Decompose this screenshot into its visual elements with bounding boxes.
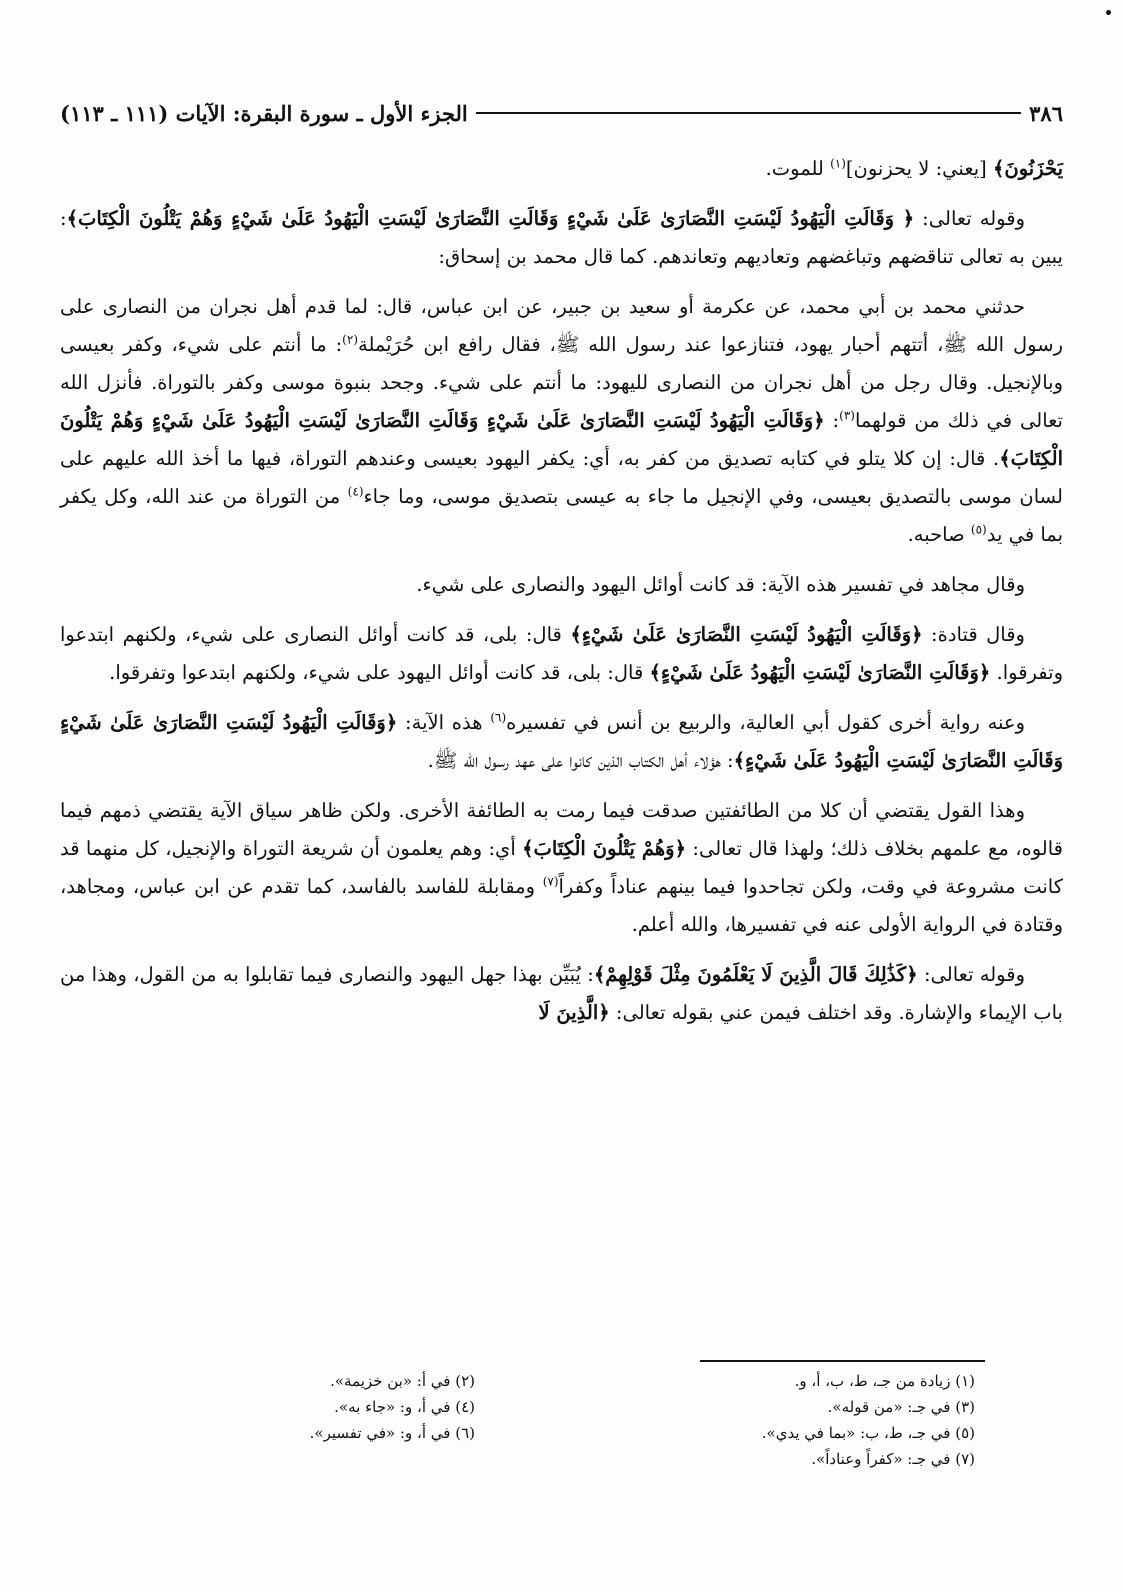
footnotes-right-column (675, 1368, 975, 1472)
paragraph-4 (60, 566, 1063, 604)
paragraph-1 (60, 150, 1063, 188)
text-run: : ما أنتم على شيء، وكفر بعيسى وبالإنجيل. وقال رجل من أهل نجران من النصارى لليهود: ما أنتم على شيء. وجحد بنبوة موسى وكفر بالتوراة. فأنزل الله تعالى في ذلك من قولهما (60, 333, 1063, 432)
footnote-ref: (٣) (839, 408, 855, 423)
paragraph-7 (60, 792, 1063, 944)
text-run: وعنه رواية أخرى كقول أبي العالية، والربيع بن أنس في تفسيره (506, 711, 1025, 734)
running-header (60, 95, 1063, 131)
header-rule (476, 112, 1021, 114)
text-run: [يعني: لا يحزنون] (845, 157, 993, 180)
text-run: قال: بلى، قد كانت أوائل النصارى على شيء، ولكنهم ابتدعوا وتفرقوا. (60, 623, 1063, 684)
footnote: (٣) في جـ: «من قوله». (827, 1398, 975, 1416)
text-run: حدثني محمد بن أبي محمد، عن عكرمة أو سعيد بن جبير، عن ابن عباس، قال: لما قدم أهل نجران من النصارى على رسول الله ﷺ، أتتهم أحبار يهود، فتنازعوا عند رسول الله ﷺ، فقال رافع ابن حُرَيْملة (60, 295, 1063, 356)
text-run: : هؤلاء أهل الكتاب الذين كانوا على عهد رسول الله ﷺ. (427, 749, 734, 772)
paragraph-5 (60, 616, 1063, 692)
quran-text: ﴿وَقَالَتِ الْيَهُودُ لَيْسَتِ النَّصَارَىٰ عَلَىٰ شَيْءٍ وَقَالَتِ النَّصَارَىٰ لَيْسَتِ الْيَهُودُ عَلَىٰ شَيْءٍ وَهُمْ يَتْلُونَ الْكِتَابَ﴾ (60, 409, 1063, 470)
footnote-ref: (٤) (347, 484, 364, 499)
text-run: : يبين به تعالى تناقضهم وتباغضهم وتعاديهم وتعاندهم. كما قال محمد بن إسحاق: (60, 207, 1063, 268)
footnotes-left-column (175, 1368, 475, 1446)
quran-text: ﴿كَذَٰلِكَ قَالَ الَّذِينَ لَا يَعْلَمُونَ مِثْلَ قَوْلِهِمْ﴾ (593, 963, 918, 986)
text-run: هذه الآية: (397, 711, 491, 734)
footnote: (٢) في أ: «بن خزيمة». (330, 1372, 475, 1390)
text-run: وقال مجاهد في تفسير هذه الآية: قد كانت أوائل اليهود والنصارى على شيء. (416, 573, 1025, 596)
text-run: ومقابلة للفاسد بالفاسد، كما تقدم عن ابن عباس، ومجاهد، وقتادة في الرواية الأولى عنه في تفسيرها، والله أعلم. (60, 875, 1063, 936)
quran-text: ﴿وَهُمْ يَتْلُونَ الْكِتَابَ﴾ (522, 837, 687, 860)
footnote: (٦) في أ، و: «في تفسير». (309, 1424, 475, 1442)
footnote-separator (700, 1360, 985, 1362)
text-run: وقوله تعالى: (917, 963, 1025, 986)
text-run: صاحبه. (907, 523, 971, 546)
paragraph-6 (60, 704, 1063, 780)
quran-text: ﴿وَقَالَتِ الْيَهُودُ لَيْسَتِ النَّصَارَىٰ عَلَىٰ شَيْءٍ وَقَالَتِ النَّصَارَىٰ لَيْسَتِ الْيَهُودُ عَلَىٰ شَيْءٍ﴾ (60, 711, 1063, 772)
text-run: وقال قتادة: (922, 623, 1025, 646)
text-run: وهذا القول يقتضي أن كلا من الطائفتين صدقت فيما رمت به الطائفة الأخرى. ولكن ظاهر سياق الآية يقتضي ذمهم فيما قالوه، مع علمهم بخلاف ذلك؛ ولهذا قال تعالى: (60, 799, 1063, 860)
text-run: : (824, 409, 840, 432)
footnote: (٧) في جـ: «كفراً وعناداً». (811, 1450, 975, 1468)
header-title: الجزء الأول ـ سورة البقرة: الآيات (١١١ ـ ١١٣) (60, 100, 468, 126)
footnote: (١) زيادة من جـ، ط، ب، أ، و. (794, 1372, 975, 1390)
footnote-ref: (١) (830, 156, 846, 171)
footnote: (٤) في أ، و: «جاء به». (334, 1398, 475, 1416)
text-run: . قال: إن كلا يتلو في كتابه تصديق من كفر به، أي: يكفر اليهود بعيسى وعندهم التوراة، فيها ما أخذ الله عليهم على لسان موسى بالتصديق بعيسى، وفي الإنجيل ما جاء به عيسى بتصديق موسى، وما جاء (60, 447, 1063, 508)
corner-dot (1106, 10, 1111, 15)
footnote-ref: (٥) (970, 522, 987, 537)
paragraph-8 (60, 956, 1063, 1032)
footnote: (٥) في جـ، ط، ب: «بما في يدي». (761, 1424, 975, 1442)
text-run: : يُبَيِّن بهذا جهل اليهود والنصارى فيما تقابلوا به من القول، وهذا من باب الإيماء والإشارة. وقد اختلف فيمن عني بقوله تعالى: (60, 963, 1063, 1024)
footnote-ref: (٦) (490, 710, 507, 725)
footnote-ref: (٢) (342, 332, 358, 347)
text-run: للموت. (765, 157, 831, 180)
quran-text: ﴿ وَقَالَتِ الْيَهُودُ لَيْسَتِ النَّصَارَىٰ عَلَىٰ شَيْءٍ وَقَالَتِ النَّصَارَىٰ لَيْسَتِ الْيَهُودُ عَلَىٰ شَيْءٍ وَهُمْ يَتْلُونَ الْكِتَابَ﴾ (66, 207, 915, 230)
quran-text: يَحْزَنُونَ﴾ (992, 157, 1063, 180)
quran-text: ﴿الَّذِينَ لَا (538, 1001, 610, 1024)
text-run: أي: وهم يعلمون أن شريعة التوراة والإنجيل، كل منهما قد كانت مشروعة في وقت، ولكن تجاحدوا فيما بينهم عناداً وكفراً (60, 837, 1063, 898)
footnote-ref: (٧) (542, 874, 559, 889)
text-run: قال: بلى، قد كانت أوائل اليهود على شيء، ولكنهم ابتدعوا وتفرقوا. (109, 661, 650, 684)
text-run: وقوله تعالى: (914, 207, 1025, 230)
paragraph-3 (60, 288, 1063, 554)
page-body (60, 150, 1063, 1044)
paragraph-2 (60, 200, 1063, 276)
text-run: من التوراة من عند الله، وكل يكفر بما في يد (60, 485, 1063, 546)
quran-text: ﴿وَقَالَتِ النَّصَارَىٰ لَيْسَتِ الْيَهُودُ عَلَىٰ شَيْءٍ﴾ (649, 661, 991, 684)
quran-text: ﴿وَقَالَتِ الْيَهُودُ لَيْسَتِ النَّصَارَىٰ عَلَىٰ شَيْءٍ﴾ (570, 623, 923, 646)
page-number: ٣٨٦ (1029, 100, 1063, 126)
